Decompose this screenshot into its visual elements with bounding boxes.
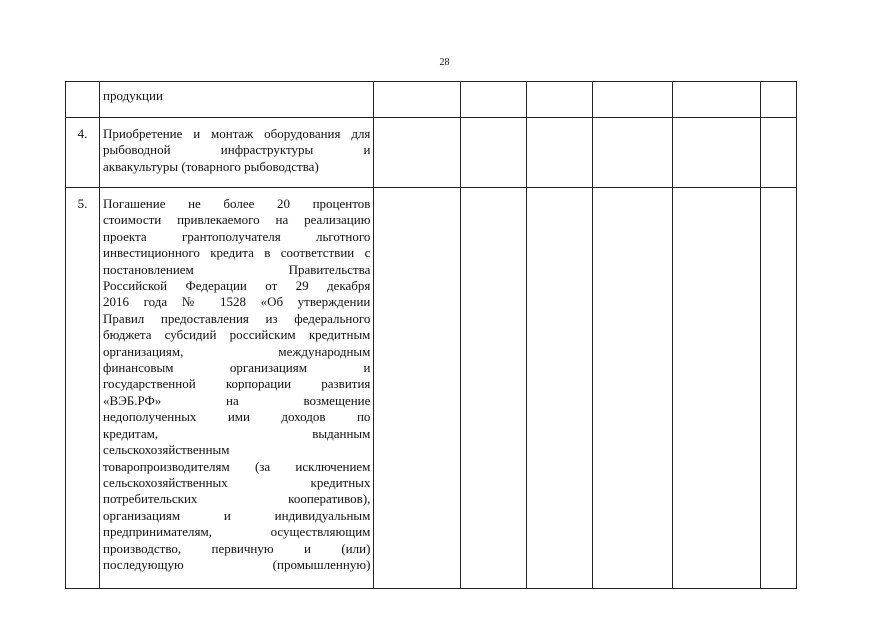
description-line: инвестиционного кредита в соответствии с <box>103 245 371 261</box>
description-line: «ВЭБ.РФ» на возмещение <box>103 392 371 408</box>
description-line: постановлением Правительства <box>103 261 371 277</box>
description-line: рыбоводной инфраструктуры и <box>103 142 371 158</box>
description-line: организациям, международным <box>103 343 371 359</box>
description-line: сельскохозяйственных кредитных <box>103 474 371 490</box>
description-line: производство, первичную и (или) <box>103 540 371 556</box>
description-line: продукции <box>103 88 163 103</box>
empty-value-cell <box>374 188 460 589</box>
table-row <box>66 82 797 118</box>
description-line: Погашение не более 20 процентов <box>103 196 371 211</box>
description-line: Приобретение и монтаж оборудования для <box>103 126 371 141</box>
description-line: проекта грантополучателя льготного <box>103 228 371 244</box>
row-number-cell: 5. <box>66 188 100 589</box>
description-line: кредитам, выданным <box>103 425 371 441</box>
budget-table <box>65 81 797 589</box>
table-row <box>66 188 797 589</box>
description-line: последующую (промышленную) <box>103 556 371 572</box>
description-line: бюджета субсидий российским кредитным <box>103 327 371 343</box>
empty-value-cell <box>526 188 592 589</box>
empty-value-cell <box>760 82 796 118</box>
empty-value-cell <box>760 118 796 188</box>
description-line: 2016 года № 1528 «Об утверждении <box>103 294 371 310</box>
description-line: аквакультуры (товарного рыбоводства) <box>103 158 319 174</box>
item-description-cell <box>100 188 374 589</box>
empty-value-cell <box>672 82 760 118</box>
description-line: организациям и индивидуальным <box>103 507 371 523</box>
description-line: недополученных ими доходов по <box>103 409 371 425</box>
empty-value-cell <box>526 118 592 188</box>
empty-value-cell <box>672 118 760 188</box>
empty-value-cell <box>592 188 672 589</box>
empty-value-cell <box>592 82 672 118</box>
description-line: предпринимателям, осуществляющим <box>103 524 371 540</box>
page-number: 28 <box>439 57 450 68</box>
empty-value-cell <box>374 82 460 118</box>
empty-value-cell <box>760 188 796 589</box>
item-description-cell <box>100 118 374 188</box>
item-description-cell <box>100 82 374 118</box>
description-line: потребительских кооперативов), <box>103 491 371 507</box>
empty-value-cell <box>526 82 592 118</box>
description-line: государственной корпорации развития <box>103 376 371 392</box>
description-line: Российской Федерации от 29 декабря <box>103 278 371 294</box>
description-line: стоимости привлекаемого на реализацию <box>103 212 371 228</box>
description-line: сельскохозяйственным <box>103 442 230 458</box>
empty-value-cell <box>672 188 760 589</box>
empty-value-cell <box>460 118 526 188</box>
table-row <box>66 118 797 188</box>
empty-value-cell <box>592 118 672 188</box>
row-number-cell <box>66 82 100 118</box>
empty-value-cell <box>460 188 526 589</box>
description-line: товаропроизводителям (за исключением <box>103 458 371 474</box>
empty-value-cell <box>374 118 460 188</box>
description-line: Правил предоставления из федерального <box>103 310 371 326</box>
description-line: финансовым организациям и <box>103 360 371 376</box>
row-number-cell: 4. <box>66 118 100 188</box>
empty-value-cell <box>460 82 526 118</box>
